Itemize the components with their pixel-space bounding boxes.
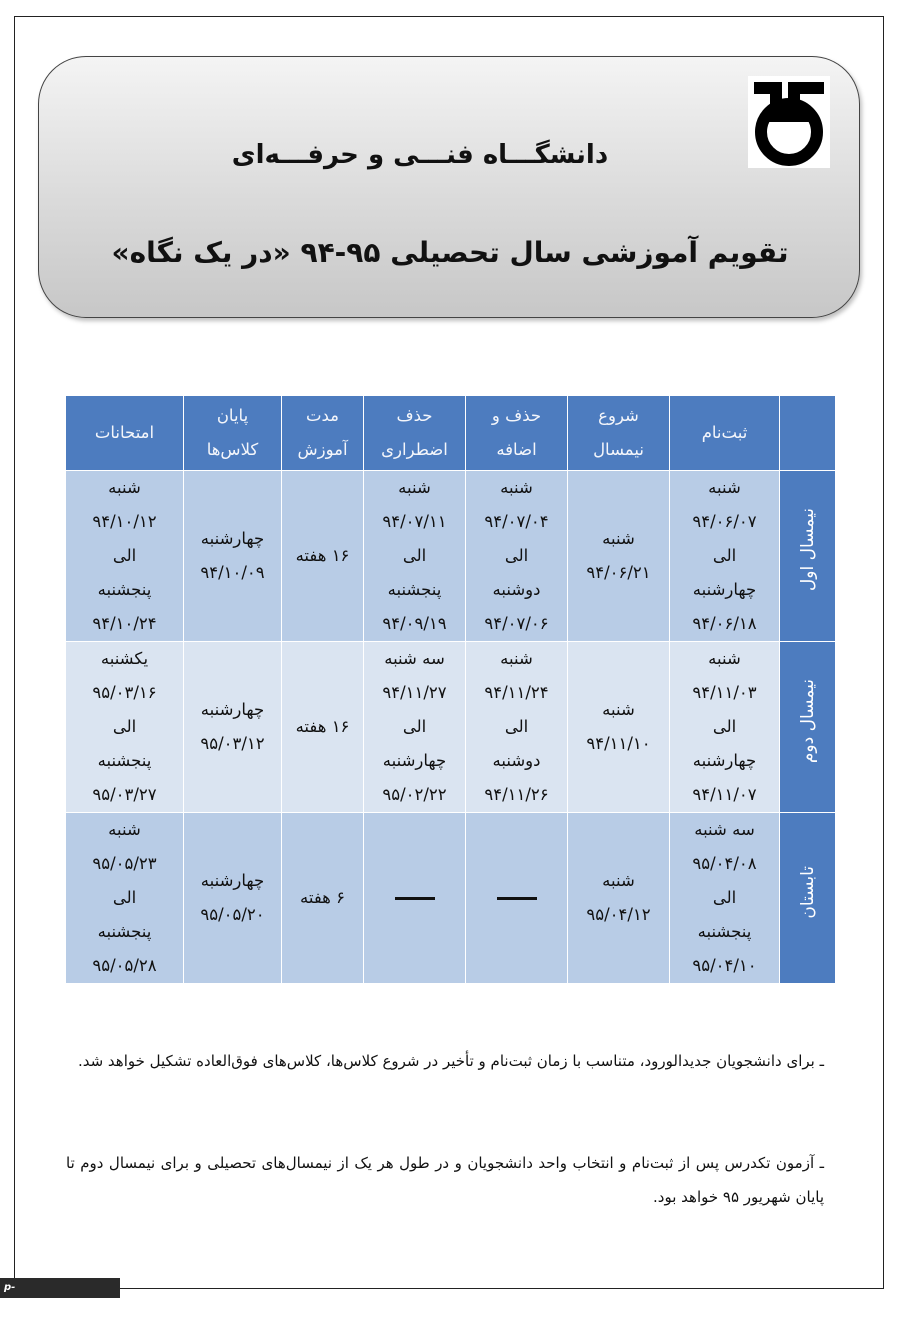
cell-line: شنبه xyxy=(708,649,741,668)
table-header-row xyxy=(66,396,836,471)
cell-line: دوشنبه xyxy=(492,751,541,770)
cell-line: ۹۴/۰۷/۱۱ xyxy=(382,512,447,531)
note-paragraph: ـ آزمون تکدرس پس از ثبت‌نام و انتخاب واحد دانشجویان و در طول هر یک از نیمسال‌های تحصیلی و برای نیمسال دوم تا پایان شهریور ۹۵ خواهد بود. xyxy=(66,1154,824,1206)
column-header-label: پایان کلاس‌ها xyxy=(206,406,259,459)
column-header-label: امتحانات xyxy=(94,423,155,442)
calendar-title: تقویم آموزشی سال تحصیلی ۹۵-۹۴ «در یک نگاه» xyxy=(111,236,789,269)
cell-line: سه شنبه xyxy=(384,649,445,668)
cell-line: الی xyxy=(504,546,529,565)
column-header xyxy=(466,396,568,471)
table-cell xyxy=(282,813,364,984)
cell-line: ۹۵/۰۴/۰۸ xyxy=(692,854,757,873)
table-cell xyxy=(670,642,780,813)
cell-line: ۹۴/۱۰/۲۴ xyxy=(92,614,157,633)
cell-line: الی xyxy=(402,546,427,565)
cell-line: چهارشنبه xyxy=(200,529,265,548)
cell-line: ۹۵/۰۳/۱۲ xyxy=(200,734,265,753)
column-header xyxy=(184,396,282,471)
table-cell xyxy=(364,642,466,813)
cell-line: پنجشنبه xyxy=(97,580,152,599)
corner-cell xyxy=(780,396,836,471)
cell-line: چهارشنبه xyxy=(200,871,265,890)
table-cell xyxy=(282,471,364,642)
cell-line: پنجشنبه xyxy=(97,751,152,770)
cell-line: ۹۵/۰۴/۱۰ xyxy=(692,956,757,975)
cell-line: ۹۵/۰۵/۲۳ xyxy=(92,854,157,873)
cell-line: ۹۴/۱۰/۰۹ xyxy=(200,563,265,582)
cell-line: سه شنبه xyxy=(694,820,755,839)
table-cell xyxy=(670,471,780,642)
cell-line: الی xyxy=(712,888,737,907)
column-header-label: حذف و اضافه xyxy=(491,406,542,459)
table-cell xyxy=(282,642,364,813)
table-cell xyxy=(364,471,466,642)
cell-line: ۹۴/۰۹/۱۹ xyxy=(382,614,447,633)
cell-line: دوشنبه xyxy=(492,580,541,599)
cell-line: شنبه xyxy=(108,820,141,839)
table-cell xyxy=(466,642,568,813)
table-cell xyxy=(466,471,568,642)
cell-line: شنبه xyxy=(708,478,741,497)
column-header-label: شروع نیمسال xyxy=(593,406,644,459)
cell-line: چهارشنبه xyxy=(200,700,265,719)
cell-line: الی xyxy=(112,717,137,736)
row-header-label: تابستان xyxy=(797,865,818,919)
cell-line: ۹۵/۰۳/۱۶ xyxy=(92,683,157,702)
row-header xyxy=(780,642,836,813)
cell-line: ۹۵/۰۴/۱۲ xyxy=(586,905,651,924)
table-cell xyxy=(184,642,282,813)
table-cell xyxy=(568,471,670,642)
table-row xyxy=(66,642,836,813)
row-header xyxy=(780,471,836,642)
cell-line: شنبه xyxy=(602,871,635,890)
cell-line: ۹۴/۱۱/۲۷ xyxy=(382,683,447,702)
table-cell xyxy=(66,642,184,813)
table-cell xyxy=(568,813,670,984)
cell-line: ۹۴/۱۱/۰۷ xyxy=(692,785,757,804)
cell-line: ۱۶ هفته xyxy=(295,546,350,565)
cell-line: ۹۵/۰۲/۲۲ xyxy=(382,785,447,804)
cell-line: ۹۴/۰۶/۰۷ xyxy=(692,512,757,531)
cell-line: ۹۵/۰۵/۲۸ xyxy=(92,956,157,975)
cell-line: الی xyxy=(402,717,427,736)
row-header-label: نیمسال دوم xyxy=(797,678,818,764)
cell-line: شنبه xyxy=(108,478,141,497)
cell-line: الی xyxy=(112,546,137,565)
table-cell xyxy=(568,642,670,813)
cell-line: یکشنبه xyxy=(100,649,149,668)
table-cell xyxy=(670,813,780,984)
cell-line: شنبه xyxy=(602,700,635,719)
cell-line: شنبه xyxy=(500,478,533,497)
column-header xyxy=(670,396,780,471)
cell-line: ۹۴/۰۶/۱۸ xyxy=(692,614,757,633)
table-cell xyxy=(66,471,184,642)
academic-calendar-table xyxy=(65,395,836,984)
cell-line: ۹۴/۰۷/۰۴ xyxy=(484,512,549,531)
table-row xyxy=(66,471,836,642)
cell-line: الی xyxy=(712,546,737,565)
column-header-label: ثبت‌نام xyxy=(701,423,748,442)
cell-line: شنبه xyxy=(602,529,635,548)
empty-cell-dash xyxy=(497,897,537,900)
cell-line: شنبه xyxy=(500,649,533,668)
footer-url-label: p-safadasht.tvu.ac.ir xyxy=(0,1278,120,1298)
cell-line: ۱۶ هفته xyxy=(295,717,350,736)
cell-line: چهارشنبه xyxy=(692,751,757,770)
cell-line: الی xyxy=(504,717,529,736)
table-cell xyxy=(66,813,184,984)
column-header xyxy=(568,396,670,471)
university-name: دانشگـــاه فنـــی و حرفـــه‌ای xyxy=(231,140,609,170)
table-cell xyxy=(184,471,282,642)
cell-line: الی xyxy=(112,888,137,907)
table-cell xyxy=(466,813,568,984)
cell-line: ۹۴/۱۱/۰۳ xyxy=(692,683,757,702)
cell-line: ۹۵/۰۳/۲۷ xyxy=(92,785,157,804)
column-header-label: حذف اضطراری xyxy=(381,406,448,459)
cell-line: پنجشنبه xyxy=(697,922,752,941)
table-cell xyxy=(184,813,282,984)
cell-line: پنجشنبه xyxy=(97,922,152,941)
cell-line: ۹۴/۰۶/۲۱ xyxy=(586,563,651,582)
cell-line: پنجشنبه xyxy=(387,580,442,599)
empty-cell-dash xyxy=(395,897,435,900)
note-paragraph: ـ برای دانشجویان جدیدالورود، متناسب با زمان ثبت‌نام و تأخیر در شروع کلاس‌ها، کلاس‌های فوق‌العاده تشکیل خواهد شد. xyxy=(77,1052,824,1070)
column-header xyxy=(66,396,184,471)
table-row xyxy=(66,813,836,984)
column-header-label: مدت آموزش xyxy=(297,406,348,459)
cell-line: ۹۴/۱۰/۱۲ xyxy=(92,512,157,531)
row-header-label: نیمسال اول xyxy=(797,508,818,592)
cell-line: ۹۴/۱۱/۲۶ xyxy=(484,785,549,804)
cell-line: ۶ هفته xyxy=(300,888,345,907)
cell-line: چهارشنبه xyxy=(382,751,447,770)
header-banner xyxy=(38,56,860,318)
cell-line: الی xyxy=(712,717,737,736)
column-header xyxy=(282,396,364,471)
cell-line: ۹۴/۱۱/۲۴ xyxy=(484,683,549,702)
cell-line: چهارشنبه xyxy=(692,580,757,599)
cell-line: ۹۴/۰۷/۰۶ xyxy=(484,614,549,633)
cell-line: ۹۵/۰۵/۲۰ xyxy=(200,905,265,924)
table-cell xyxy=(364,813,466,984)
column-header xyxy=(364,396,466,471)
row-header xyxy=(780,813,836,984)
cell-line: ۹۴/۱۱/۱۰ xyxy=(586,734,651,753)
cell-line: شنبه xyxy=(398,478,431,497)
